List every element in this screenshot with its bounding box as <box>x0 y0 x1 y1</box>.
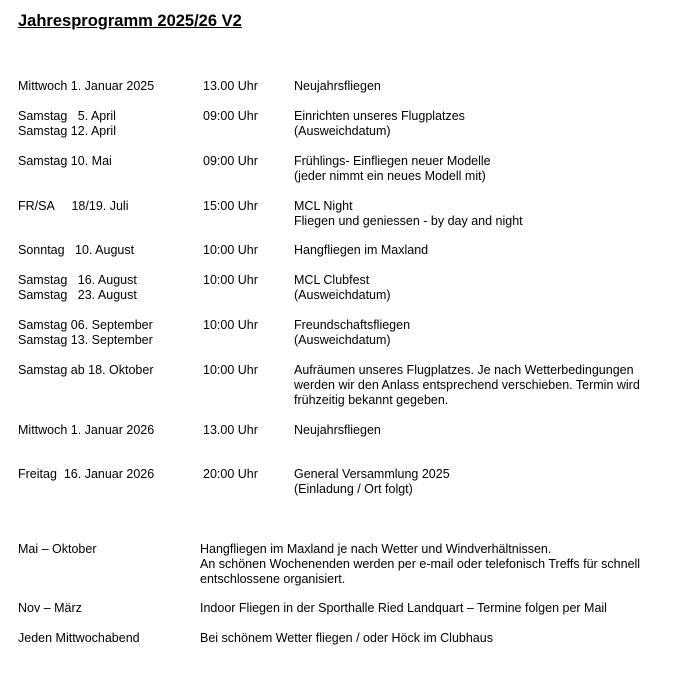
event-time: 15:00 Uhr <box>203 199 258 213</box>
event-time: 10:00 Uhr <box>203 363 258 377</box>
event-description: Neujahrsfliegen <box>294 79 381 93</box>
event-description: werden wir den Anlass entsprechend verschieben. Termin wird <box>294 378 640 392</box>
recurring-period: Jeden Mittwochabend <box>18 631 140 645</box>
event-description: Freundschaftsfliegen <box>294 318 411 332</box>
event-date: Samstag 13. September <box>18 333 153 347</box>
event-description: (Ausweichdatum) <box>294 333 391 347</box>
event-description: Einrichten unseres Flugplatzes <box>294 109 465 123</box>
event-description: Aufräumen unseres Flugplatzes. Je nach Wetterbedingungen <box>294 363 634 377</box>
event-date: Samstag 12. April <box>18 124 116 138</box>
event-date: Samstag 23. August <box>18 288 137 302</box>
event-time: 10:00 Uhr <box>203 318 258 332</box>
event-description: MCL Clubfest <box>294 273 370 287</box>
event-description: frühzeitig bekannt gegeben. <box>294 393 449 407</box>
event-date: Freitag 16. Januar 2026 <box>18 467 155 481</box>
event-description: Neujahrsfliegen <box>294 423 381 437</box>
event-date: Samstag ab 18. Oktober <box>18 363 154 377</box>
event-description: (Einladung / Ort folgt) <box>294 482 413 496</box>
page-title: Jahresprogramm 2025/26 V2 <box>18 12 242 30</box>
event-time: 13.00 Uhr <box>203 79 258 93</box>
event-date: Mittwoch 1. Januar 2026 <box>18 423 155 437</box>
event-date: Samstag 16. August <box>18 273 137 287</box>
event-description: (Ausweichdatum) <box>294 124 391 138</box>
event-date: Samstag 06. September <box>18 318 153 332</box>
recurring-period: Mai – Oktober <box>18 542 97 556</box>
event-description: (jeder nimmt ein neues Modell mit) <box>294 169 486 183</box>
event-date: Sonntag 10. August <box>18 243 135 257</box>
recurring-description: An schönen Wochenenden werden per e-mail oder telefonisch Treffs für schnell <box>200 557 641 571</box>
recurring-description: Indoor Fliegen in der Sporthalle Ried Landquart – Termine folgen per Mail <box>200 601 607 615</box>
event-date: FR/SA 18/19. Juli <box>18 199 129 213</box>
event-date: Mittwoch 1. Januar 2025 <box>18 79 155 93</box>
recurring-description: Hangfliegen im Maxland je nach Wetter und Windverhältnissen. <box>200 542 552 556</box>
recurring-period: Nov – März <box>18 601 82 615</box>
event-description: Hangfliegen im Maxland <box>294 243 429 257</box>
event-description: MCL Night <box>294 199 353 213</box>
event-description: General Versammlung 2025 <box>294 467 450 481</box>
event-description: Frühlings- Einfliegen neuer Modelle <box>294 154 491 168</box>
recurring-description: entschlossene organisiert. <box>200 572 346 586</box>
event-time: 20:00 Uhr <box>203 467 258 481</box>
event-time: 10:00 Uhr <box>203 273 258 287</box>
event-date: Samstag 5. April <box>18 109 116 123</box>
event-time: 09:00 Uhr <box>203 109 258 123</box>
event-time: 10:00 Uhr <box>203 243 258 257</box>
event-date: Samstag 10. Mai <box>18 154 112 168</box>
event-time: 13.00 Uhr <box>203 423 258 437</box>
event-description: Fliegen und geniessen - by day and night <box>294 214 523 228</box>
recurring-description: Bei schönem Wetter fliegen / oder Höck im Clubhaus <box>200 631 493 645</box>
event-time: 09:00 Uhr <box>203 154 258 168</box>
event-description: (Ausweichdatum) <box>294 288 391 302</box>
